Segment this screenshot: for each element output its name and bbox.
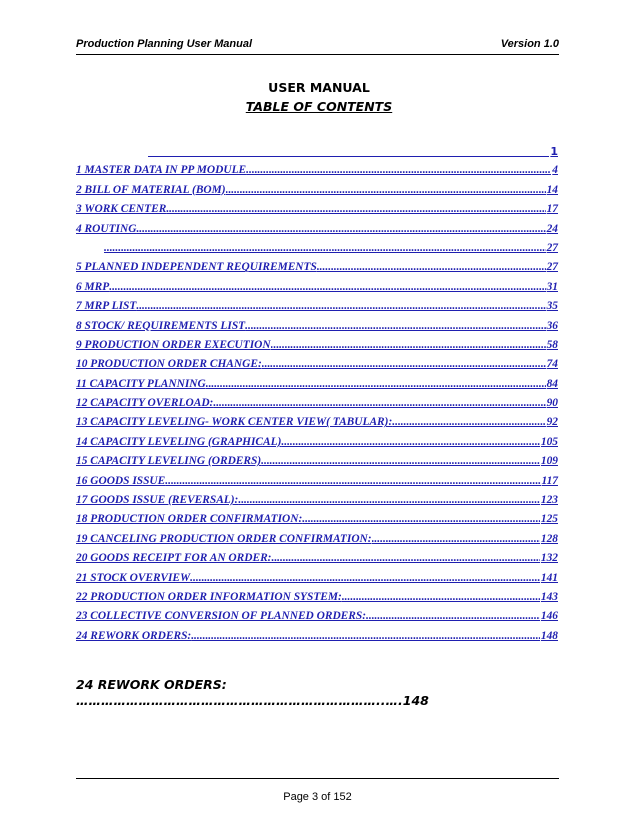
toc-entry[interactable]	[76, 200, 558, 219]
toc-dot-leader	[302, 510, 540, 529]
toc-dot-leader	[165, 472, 540, 491]
toc-dot-leader	[76, 239, 546, 258]
toc-entry-label: 21 STOCK OVERVIEW	[76, 571, 191, 584]
toc-page-number: 105	[540, 435, 558, 448]
toc-entry[interactable]	[76, 258, 558, 277]
toc-page-number: 27	[546, 241, 558, 254]
toc-page-number: 141	[540, 571, 558, 584]
toc-page-number: 24	[546, 222, 558, 235]
toc-entry[interactable]	[76, 530, 558, 549]
toc-link[interactable]	[76, 220, 558, 239]
toc-entry-label: 16 GOODS ISSUE	[76, 474, 166, 487]
toc-dot-leader	[342, 588, 540, 607]
table-of-contents	[76, 142, 558, 646]
toc-link[interactable]	[76, 413, 558, 432]
toc-page-number: 146	[540, 610, 558, 623]
toc-dot-leader	[136, 297, 545, 316]
toc-dot-leader	[109, 278, 545, 297]
toc-link[interactable]	[76, 258, 558, 277]
toc-link[interactable]	[76, 452, 558, 471]
page-header	[76, 36, 559, 55]
toc-dot-leader	[366, 607, 540, 626]
toc-dot-leader	[136, 220, 545, 239]
toc-link[interactable]	[76, 181, 558, 200]
toc-page-number: 143	[540, 590, 558, 603]
toc-entry-label: 20 GOODS RECEIPT FOR AN ORDER:	[76, 552, 272, 565]
toc-entry[interactable]	[76, 336, 558, 355]
toc-entry[interactable]	[76, 278, 558, 297]
toc-page-number: 31	[546, 280, 558, 293]
toc-entry-label: 17 GOODS ISSUE (REVERSAL):	[76, 494, 239, 507]
toc-entry-label: 4 ROUTING	[76, 222, 137, 235]
toc-entry-label: 14 CAPACITY LEVELING (GRAPHICAL)	[76, 435, 282, 448]
toc-link[interactable]	[76, 549, 558, 568]
toc-page-number: 84	[546, 377, 558, 390]
toc-dot-leader	[245, 317, 545, 336]
toc-link[interactable]	[76, 336, 558, 355]
toc-entry-label: 7 MRP LIST	[76, 300, 137, 313]
toc-dot-leader	[206, 375, 546, 394]
toc-entry-label: 5 PLANNED INDEPENDENT REQUIREMENTS	[76, 261, 317, 274]
toc-entry-label: 11 CAPACITY PLANNING	[76, 377, 206, 390]
toc-entry[interactable]	[76, 433, 558, 452]
toc-entry[interactable]	[76, 452, 558, 471]
toc-entry[interactable]	[76, 491, 558, 510]
trailing-toc-entry: 24 REWORK ORDERS: ………………………………………………………………..….148	[76, 677, 429, 708]
toc-page-number: 123	[540, 494, 558, 507]
toc-entry[interactable]	[76, 569, 558, 588]
toc-entry-label: 10 PRODUCTION ORDER CHANGE:	[76, 358, 262, 371]
toc-page-number: 58	[546, 338, 558, 351]
toc-dot-leader	[392, 413, 545, 432]
toc-link[interactable]	[76, 491, 558, 510]
toc-link[interactable]	[76, 297, 558, 316]
toc-link[interactable]	[76, 394, 558, 413]
toc-entry-label: 18 PRODUCTION ORDER CONFIRMATION:	[76, 513, 303, 526]
toc-page-number: 35	[546, 300, 558, 313]
toc-page-number: 109	[540, 455, 558, 468]
toc-page-number: 14	[546, 183, 558, 196]
toc-entry[interactable]	[76, 413, 558, 432]
toc-entry-label: 13 CAPACITY LEVELING- WORK CENTER VIEW( TABULAR):	[76, 416, 393, 429]
toc-entry-label: 2 BILL OF MATERIAL (BOM)	[76, 183, 226, 196]
page-footer	[76, 778, 559, 803]
toc-link[interactable]	[76, 588, 558, 607]
toc-link[interactable]	[76, 161, 558, 180]
toc-link[interactable]	[76, 317, 558, 336]
toc-link[interactable]	[76, 530, 558, 549]
header-version: Version 1.0	[500, 38, 559, 50]
toc-link[interactable]	[76, 355, 558, 374]
document-title: USER MANUAL	[268, 80, 370, 95]
toc-page-number: 27	[546, 261, 558, 274]
toc-link[interactable]	[76, 510, 558, 529]
toc-entry[interactable]	[76, 297, 558, 316]
toc-entry-label: 22 PRODUCTION ORDER INFORMATION SYSTEM:	[76, 590, 342, 603]
toc-link[interactable]	[76, 278, 558, 297]
toc-entry-label: 8 STOCK/ REQUIREMENTS LIST	[76, 319, 246, 332]
toc-page-number: 128	[540, 532, 558, 545]
toc-page-number: 1	[550, 145, 558, 158]
toc-entry[interactable]	[76, 627, 558, 646]
toc-entry[interactable]	[76, 181, 558, 200]
toc-dot-leader	[262, 355, 546, 374]
toc-dot-leader	[190, 569, 540, 588]
page-number: Page 3 of 152	[283, 791, 352, 803]
toc-link[interactable]	[76, 627, 558, 646]
toc-entry[interactable]	[76, 588, 558, 607]
toc-dot-leader	[281, 433, 540, 452]
toc-dot-leader	[271, 336, 546, 355]
toc-entry-label: 9 PRODUCTION ORDER EXECUTION	[76, 338, 271, 351]
toc-page-number: 132	[540, 552, 558, 565]
toc-page-number: 90	[546, 397, 558, 410]
toc-dot-leader	[238, 491, 540, 510]
toc-dot-leader	[271, 549, 539, 568]
toc-entry[interactable]	[76, 142, 558, 161]
toc-dot-leader	[246, 161, 551, 180]
toc-link[interactable]	[76, 375, 558, 394]
toc-entry-label: 19 CANCELING PRODUCTION ORDER CONFIRMATION:	[76, 532, 372, 545]
toc-entry-label: 15 CAPACITY LEVELING (ORDERS)	[76, 455, 262, 468]
toc-link[interactable]	[76, 433, 558, 452]
toc-entry-label: 6 MRP	[76, 280, 110, 293]
toc-entry[interactable]	[76, 394, 558, 413]
toc-link[interactable]	[76, 569, 558, 588]
toc-entry-label: 23 COLLECTIVE CONVERSION OF PLANNED ORDERS:	[76, 610, 366, 623]
toc-entry[interactable]	[76, 510, 558, 529]
toc-entry[interactable]	[76, 239, 558, 258]
toc-dot-leader	[166, 200, 545, 219]
toc-entry[interactable]	[76, 549, 558, 568]
toc-entry-label: 1 MASTER DATA IN PP MODULE	[76, 164, 247, 177]
toc-page-number: 36	[546, 319, 558, 332]
toc-link[interactable]	[76, 200, 558, 219]
toc-entry[interactable]	[76, 355, 558, 374]
toc-entry[interactable]	[76, 161, 558, 180]
toc-entry[interactable]	[76, 317, 558, 336]
toc-dot-leader	[372, 530, 540, 549]
toc-page-number: 125	[540, 513, 558, 526]
toc-dot-leader	[317, 258, 546, 277]
toc-heading: TABLE OF CONTENTS	[245, 99, 393, 114]
toc-dot-leader	[191, 627, 540, 646]
toc-entry[interactable]	[76, 220, 558, 239]
toc-link[interactable]	[76, 607, 558, 626]
toc-dot-leader	[148, 142, 549, 157]
toc-page-number: 92	[546, 416, 558, 429]
header-title: Production Planning User Manual	[76, 38, 253, 50]
toc-entry-label: 24 REWORK ORDERS:	[76, 629, 192, 642]
toc-link[interactable]	[76, 472, 558, 491]
toc-dot-leader	[226, 181, 546, 200]
toc-entry[interactable]	[76, 472, 558, 491]
toc-entry[interactable]	[76, 375, 558, 394]
toc-entry-label: 3 WORK CENTER	[76, 203, 167, 216]
toc-entry[interactable]	[76, 607, 558, 626]
toc-page-number: 117	[541, 474, 558, 487]
toc-page-number: 17	[546, 203, 558, 216]
toc-link[interactable]	[76, 142, 558, 161]
toc-entry-label: 12 CAPACITY OVERLOAD:	[76, 397, 214, 410]
toc-link[interactable]	[76, 239, 558, 258]
toc-dot-leader	[213, 394, 545, 413]
toc-page-number: 148	[540, 629, 558, 642]
toc-dot-leader	[261, 452, 540, 471]
toc-page-number: 4	[552, 164, 558, 177]
toc-page-number: 74	[546, 358, 558, 371]
